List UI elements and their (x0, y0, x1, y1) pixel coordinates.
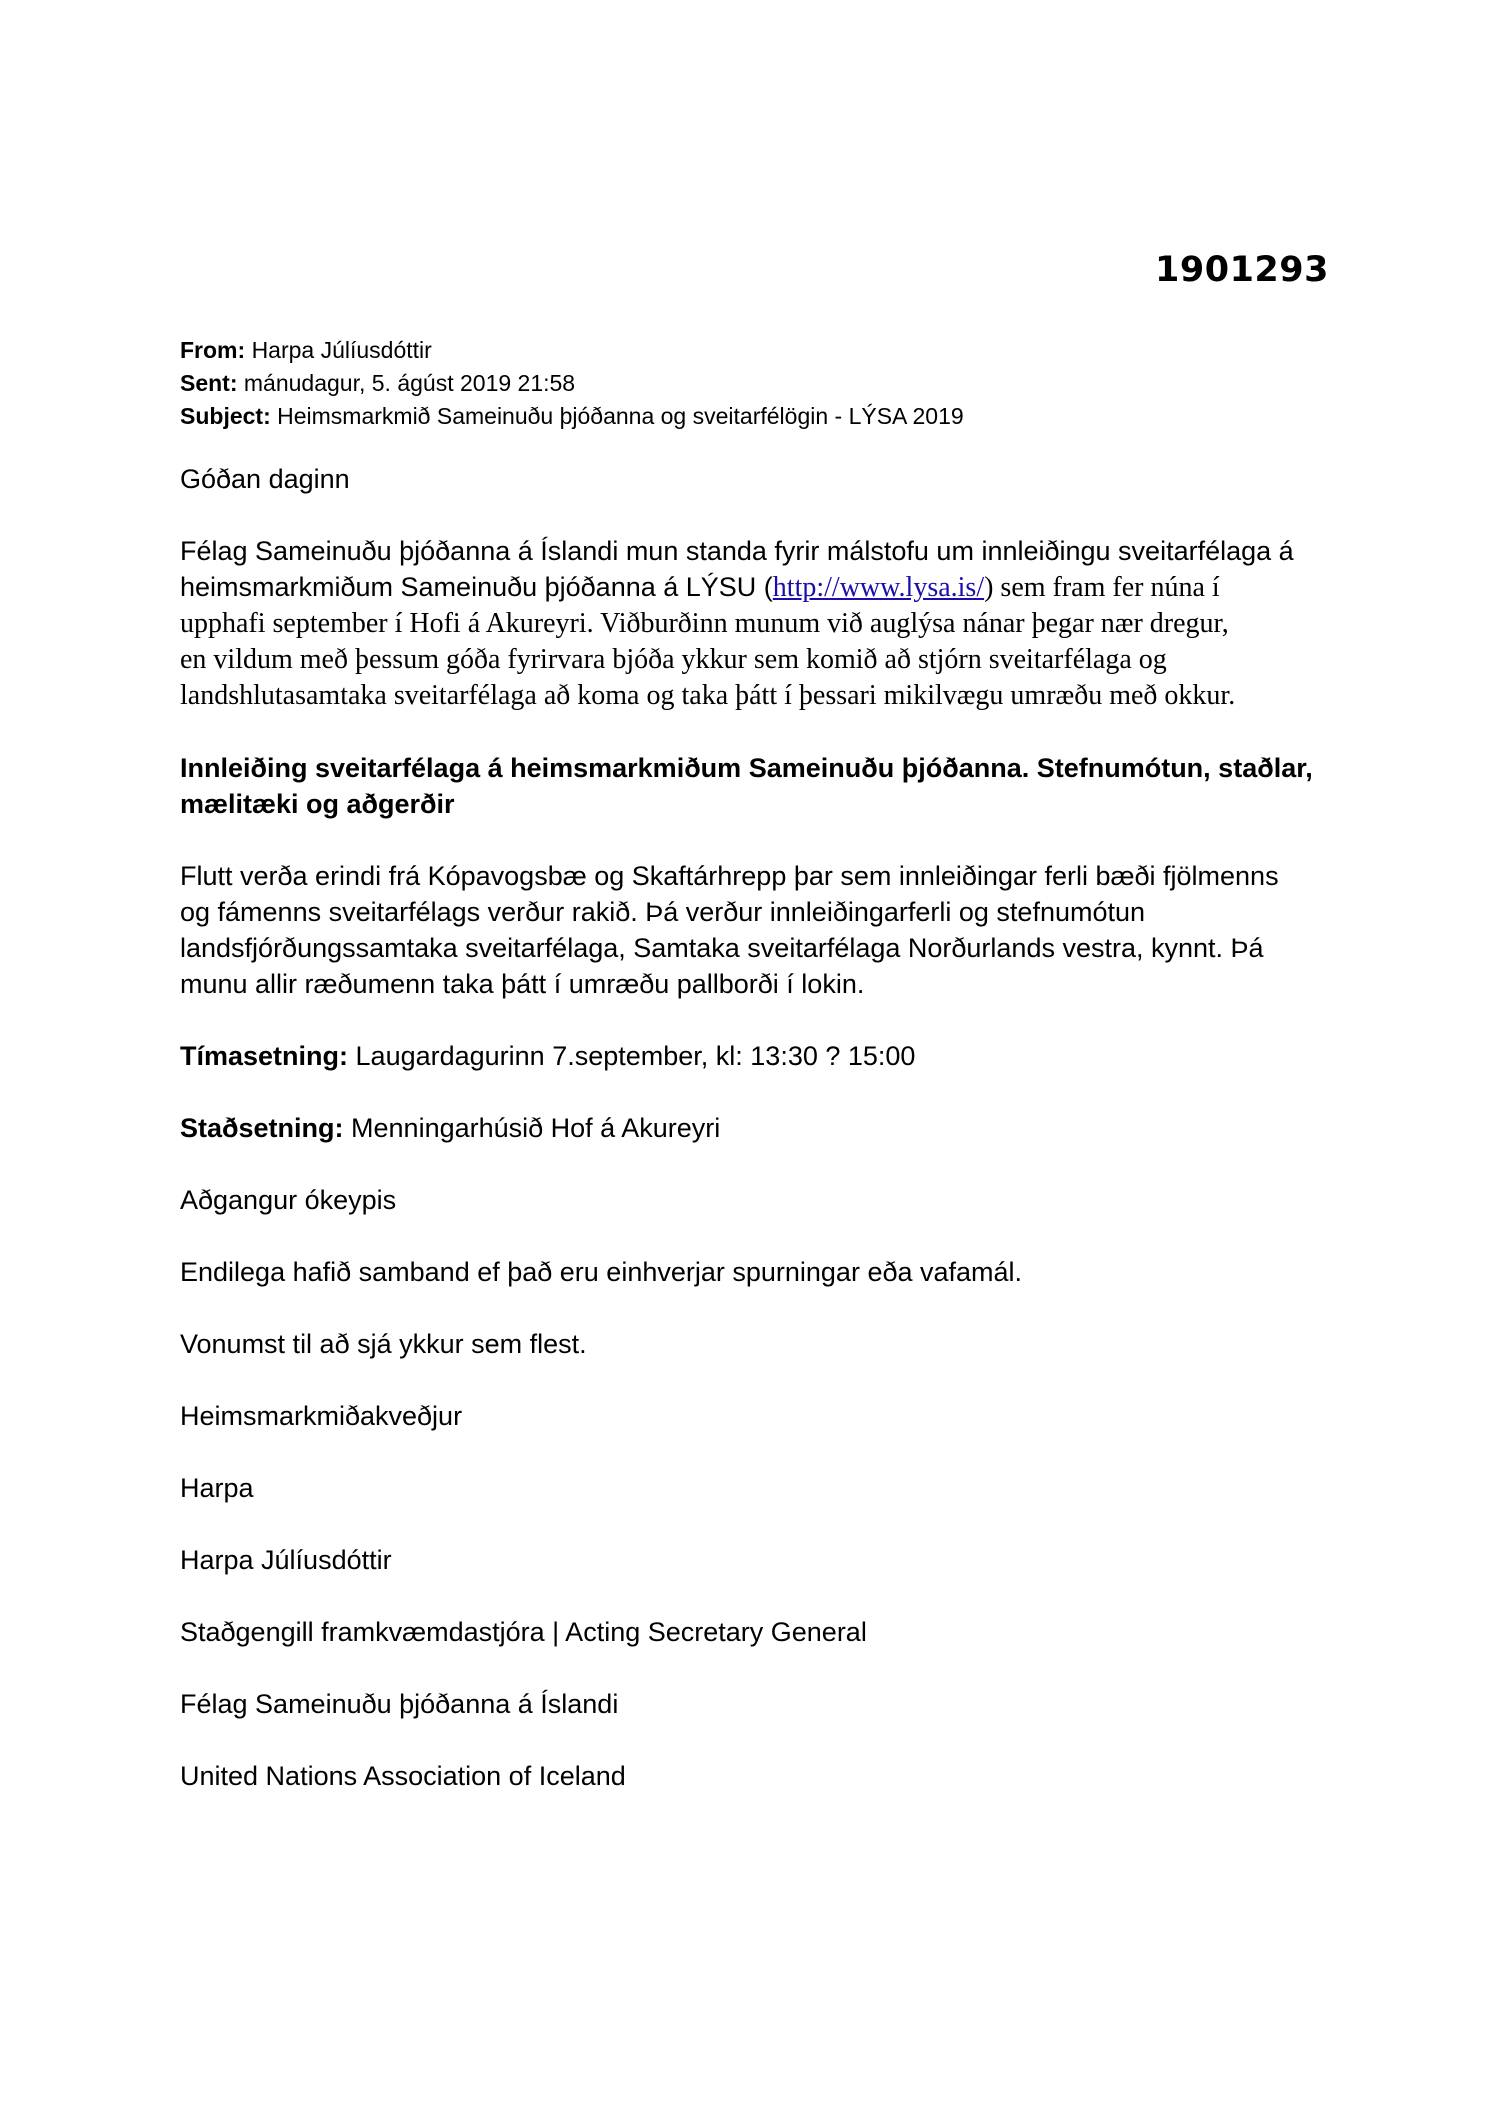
lysa-link[interactable]: http://www.lysa.is/ (772, 572, 985, 603)
first-name: Harpa (180, 1473, 254, 1503)
signature-title: Staðgengill framkvæmdastjóra | Acting Secretary General (180, 1617, 867, 1647)
intro-line-5: landshlutasamtaka sveitarfélaga að koma og taka þátt í þessari mikilvægu umræðu með okkur. (180, 680, 1236, 711)
section-title (180, 750, 1340, 822)
location-line (180, 1110, 1340, 1146)
sent-value: mánudagur, 5. ágúst 2019 21:58 (243, 370, 576, 396)
sign-off: Heimsmarkmiðakveðjur (180, 1401, 463, 1431)
intro-line-4: en vildum með þessum góða fyrirvara bjóða ykkur sem komið að stjórn sveitarfélaga og (180, 644, 1167, 675)
signature-block (180, 1542, 1340, 1794)
admission-line: Aðgangur ókeypis (180, 1185, 397, 1215)
section-body-line-1: Flutt verða erindi frá Kópavogsbæ og Skaftárhrepp þar sem innleiðingar ferli bæði fjölmenns (180, 861, 1279, 891)
section-body-line-2: og fámenns sveitarfélags verður rakið. Þá verður innleiðingarferli og stefnumótun (180, 897, 1146, 927)
time-line (180, 1038, 1340, 1074)
section-title-line-2: mælitæki og aðgerðir (180, 789, 455, 819)
from-line (180, 334, 1340, 367)
section-title-line-1: Innleiðing sveitarfélaga á heimsmarkmiðum Sameinuðu þjóðanna. Stefnumótun, staðlar, (180, 753, 1313, 783)
subject-label: Subject: (180, 403, 271, 429)
section-body-line-3: landsfjórðungssamtaka sveitarfélaga, Samtaka sveitarfélaga Norðurlands vestra, kynnt. Þá (180, 933, 1264, 963)
intro-line-3: upphafi september í Hofi á Akureyri. Viðburðinn munum við auglýsa nánar þegar nær dregur, (180, 608, 1229, 639)
email-header (180, 334, 1340, 433)
intro-line-2-start: heimsmarkmiðum Sameinuðu þjóðanna á LÝSU ( (180, 572, 773, 602)
time-label: Tímasetning: (180, 1041, 349, 1071)
signature-org-is: Félag Sameinuðu þjóðanna á Íslandi (180, 1689, 619, 1719)
intro-line-2-end: ) sem fram fer núna í (984, 572, 1220, 603)
subject-line (180, 400, 1340, 433)
location-label: Staðsetning: (180, 1113, 344, 1143)
contact-line: Endilega hafið samband ef það eru einhverjar spurningar eða vafamál. (180, 1257, 1023, 1287)
location-value: Menningarhúsið Hof á Akureyri (351, 1113, 721, 1143)
signature-org-en: United Nations Association of Iceland (180, 1761, 626, 1791)
document-number: 1901293 (1155, 250, 1329, 290)
intro-line-1: Félag Sameinuðu þjóðanna á Íslandi mun standa fyrir málstofu um innleiðingu sveitarfélaga á (180, 536, 1294, 566)
sent-label: Sent: (180, 370, 238, 396)
section-body (180, 858, 1340, 1002)
email-content (180, 334, 1340, 1794)
intro-paragraph (180, 533, 1340, 714)
sent-line (180, 367, 1340, 400)
subject-value: Heimsmarkmið Sameinuðu þjóðanna og sveitarfélögin - LÝSA 2019 (277, 403, 964, 429)
intro-line-2 (180, 569, 1340, 606)
time-value: Laugardagurinn 7.september, kl: 13:30 ? 15:00 (355, 1041, 916, 1071)
section-body-line-4: munu allir ræðumenn taka þátt í umræðu pallborði í lokin. (180, 969, 865, 999)
closing-line: Vonumst til að sjá ykkur sem flest. (180, 1329, 587, 1359)
from-label: From: (180, 337, 246, 363)
from-value: Harpa Júlíusdóttir (251, 337, 432, 363)
greeting: Góðan daginn (180, 464, 350, 494)
signature-name: Harpa Júlíusdóttir (180, 1545, 392, 1575)
